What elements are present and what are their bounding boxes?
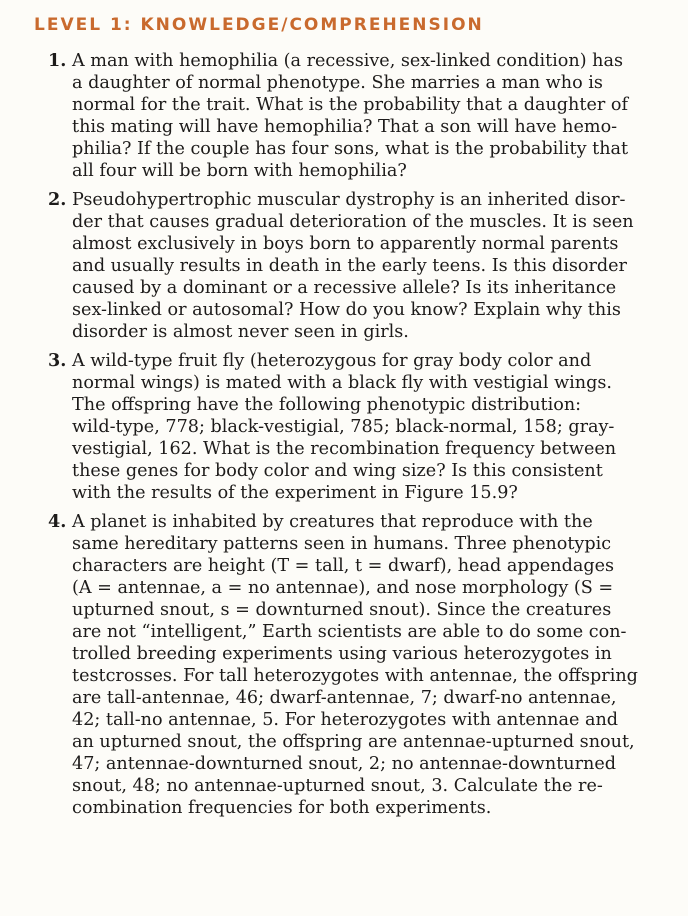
text-line: these genes for body color and wing size? Is this consistent bbox=[72, 461, 603, 481]
text-line: normal wings) is mated with a black fly with vestigial wings. bbox=[72, 373, 613, 393]
text-line: Pseudohypertrophic muscular dystrophy is an inherited disor- bbox=[72, 190, 626, 210]
text-line: trolled breeding experiments using various heterozygotes in bbox=[72, 644, 612, 664]
question-number: 1. bbox=[48, 50, 67, 71]
text-line: are tall-antennae, 46; dwarf-antennae, 7; dwarf-no antennae, bbox=[72, 688, 617, 708]
question-list bbox=[34, 50, 666, 819]
text-line: same hereditary patterns seen in humans. Three phenotypic bbox=[72, 534, 612, 554]
question-text bbox=[72, 189, 666, 343]
text-line: The offspring have the following phenotypic distribution: bbox=[72, 395, 582, 415]
text-line: combination frequencies for both experiments. bbox=[72, 798, 492, 818]
text-line: 42; tall-no antennae, 5. For heterozygotes with antennae and bbox=[72, 710, 619, 730]
text-line: all four will be born with hemophilia? bbox=[72, 161, 407, 181]
text-line: vestigial, 162. What is the recombination frequency between bbox=[72, 439, 617, 459]
text-line: (A = antennae, a = no antennae), and nose morphology (S = bbox=[72, 578, 614, 598]
text-line: testcrosses. For tall heterozygotes with antennae, the offspring bbox=[72, 666, 638, 686]
question-number: 3. bbox=[48, 350, 67, 371]
text-line: upturned snout, s = downturned snout). Since the creatures bbox=[72, 600, 612, 620]
question-text bbox=[72, 350, 666, 504]
text-line: characters are height (T = tall, t = dwarf), head appendages bbox=[72, 556, 615, 576]
text-line: A wild-type fruit fly (heterozygous for gray body color and bbox=[72, 351, 592, 371]
text-line: philia? If the couple has four sons, what is the probability that bbox=[72, 139, 629, 159]
text-line: with the results of the experiment in Figure 15.9? bbox=[72, 483, 518, 503]
section-heading: LEVEL 1: KNOWLEDGE/COMPREHENSION bbox=[34, 15, 484, 35]
question-text bbox=[72, 511, 666, 819]
question-2 bbox=[34, 189, 666, 343]
text-line: almost exclusively in boys born to apparently normal parents bbox=[72, 234, 619, 254]
text-line: an upturned snout, the offspring are antennae-upturned snout, bbox=[72, 732, 635, 752]
text-line: sex-linked or autosomal? How do you know? Explain why this bbox=[72, 300, 621, 320]
text-line: are not “intelligent,” Earth scientists are able to do some con- bbox=[72, 622, 627, 642]
question-1 bbox=[34, 50, 666, 182]
question-text bbox=[72, 50, 666, 182]
text-line: disorder is almost never seen in girls. bbox=[72, 322, 409, 342]
text-line: a daughter of normal phenotype. She marries a man who is bbox=[72, 73, 603, 93]
question-number: 2. bbox=[48, 189, 67, 210]
text-line: wild-type, 778; black-vestigial, 785; black-normal, 158; gray- bbox=[72, 417, 615, 437]
text-line: A planet is inhabited by creatures that reproduce with the bbox=[72, 512, 593, 532]
text-line: and usually results in death in the early teens. Is this disorder bbox=[72, 256, 627, 276]
text-line: caused by a dominant or a recessive allele? Is its inheritance bbox=[72, 278, 617, 298]
text-line: der that causes gradual deterioration of the muscles. It is seen bbox=[72, 212, 634, 232]
text-line: 47; antennae-downturned snout, 2; no antennae-downturned bbox=[72, 754, 617, 774]
question-number: 4. bbox=[48, 511, 67, 532]
question-4 bbox=[34, 511, 666, 819]
text-line: snout, 48; no antennae-upturned snout, 3. Calculate the re- bbox=[72, 776, 603, 796]
text-line: this mating will have hemophilia? That a son will have hemo- bbox=[72, 117, 618, 137]
question-3 bbox=[34, 350, 666, 504]
text-line: normal for the trait. What is the probability that a daughter of bbox=[72, 95, 628, 115]
text-line: A man with hemophilia (a recessive, sex-linked condition) has bbox=[72, 51, 624, 71]
